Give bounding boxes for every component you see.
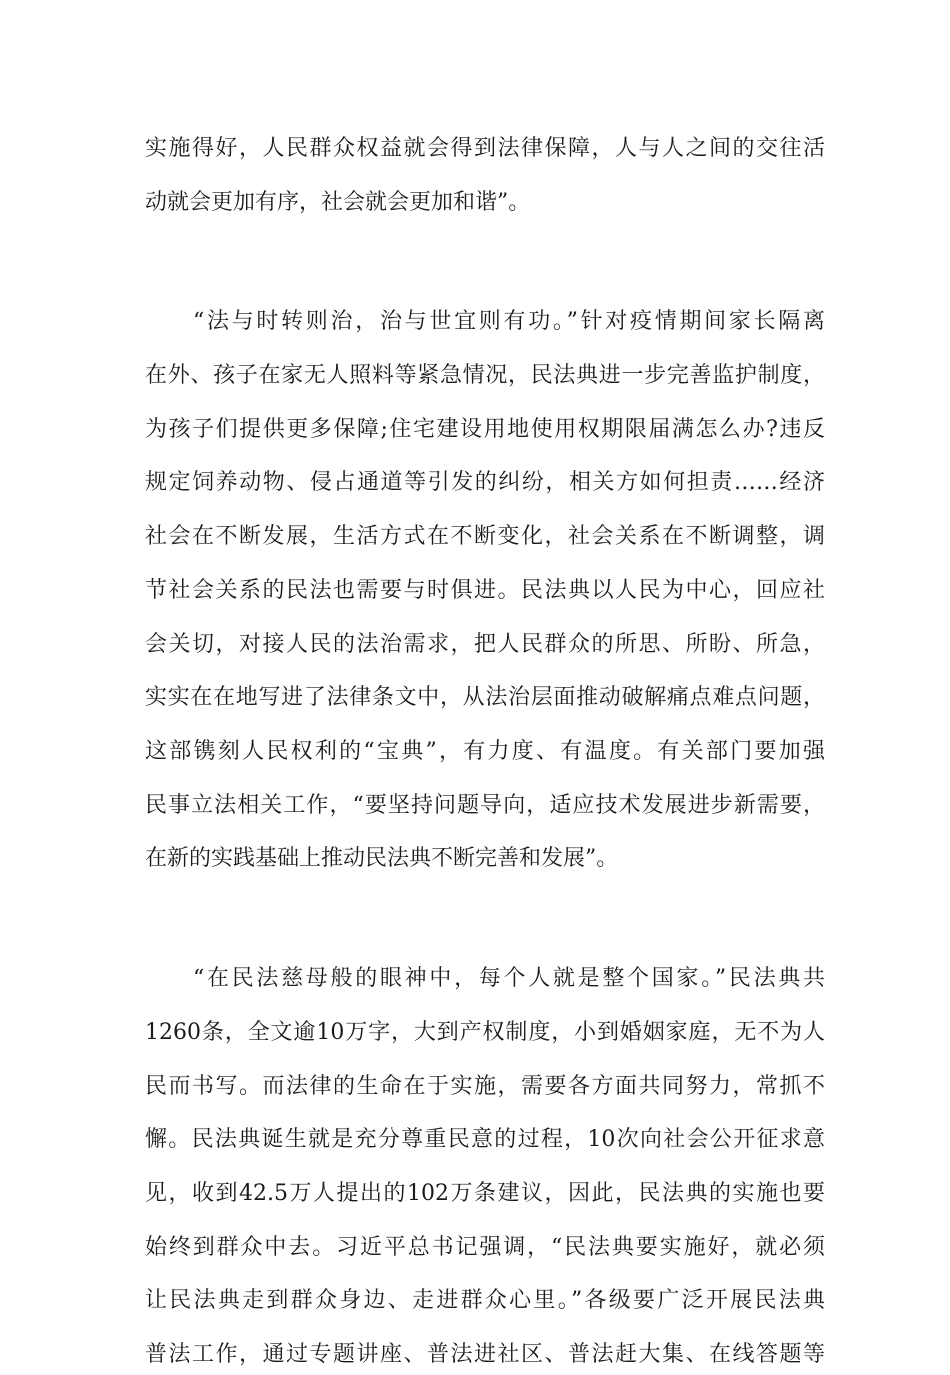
text-line: 普法工作，通过专题讲座、普法进社区、普法赶大集、在线答题等 xyxy=(145,1342,825,1367)
text-line: 社会在不断发展，生活方式在不断变化，社会关系在不断调整，调 xyxy=(145,524,825,549)
text-line: 在新的实践基础上推动民法典不断完善和发展”。 xyxy=(145,846,619,871)
text-line: 始终到群众中去。习近平总书记强调，“民法典要实施好，就必须 xyxy=(145,1235,825,1260)
text-line: 会关切，对接人民的法治需求，把人民群众的所思、所盼、所急， xyxy=(145,632,825,657)
text-line: 这部镌刻人民权利的“宝典”，有力度、有温度。有关部门要加强 xyxy=(145,739,825,764)
text-line: “法与时转则治，治与世宜则有功。”针对疫情期间家长隔离 xyxy=(193,309,825,334)
text-line: 民事立法相关工作，“要坚持问题导向，适应技术发展进步新需要， xyxy=(145,793,825,818)
text-line: 让民法典走到群众身边、走进群众心里。”各级要广泛开展民法典 xyxy=(145,1288,825,1313)
text-line: 节社会关系的民法也需要与时俱进。民法典以人民为中心，回应社 xyxy=(145,578,825,603)
text-line: 见，收到42.5万人提出的102万条建议，因此，民法典的实施也要 xyxy=(145,1181,825,1206)
text-line: 规定饲养动物、侵占通道等引发的纠纷，相关方如何担责……经济 xyxy=(145,470,825,495)
text-line: 1260条，全文逾10万字，大到产权制度，小到婚姻家庭，无不为人 xyxy=(145,1020,825,1045)
text-line: 懈。民法典诞生就是充分尊重民意的过程，10次向社会公开征求意 xyxy=(145,1127,825,1152)
text-line: 实施得好，人民群众权益就会得到法律保障，人与人之间的交往活 xyxy=(145,136,825,161)
text-line: 在外、孩子在家无人照料等紧急情况，民法典进一步完善监护制度， xyxy=(145,363,825,388)
text-line: 动就会更加有序，社会就会更加和谐”。 xyxy=(145,190,531,215)
text-line: “在民法慈母般的眼神中，每个人就是整个国家。”民法典共 xyxy=(193,966,825,991)
text-line: 实实在在地写进了法律条文中，从法治层面推动破解痛点难点问题， xyxy=(145,685,825,710)
text-line: 民而书写。而法律的生命在于实施，需要各方面共同努力，常抓不 xyxy=(145,1074,825,1099)
text-line: 为孩子们提供更多保障;住宅建设用地使用权期限届满怎么办?违反 xyxy=(145,417,825,442)
